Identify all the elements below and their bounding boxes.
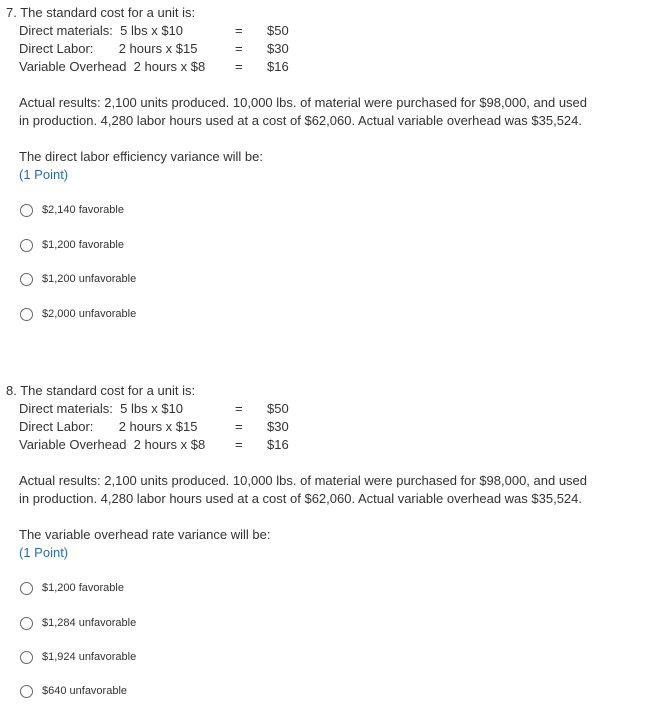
option-label: $1,284 unfavorable <box>42 617 137 629</box>
answer-option[interactable] <box>20 236 124 254</box>
question-prompt: The direct labor efficiency variance will be: <box>19 149 263 164</box>
equals-sign: = <box>235 437 243 452</box>
radio-button[interactable] <box>20 582 33 595</box>
option-label: $1,200 favorable <box>42 582 124 594</box>
cost-amount: $30 <box>267 41 289 56</box>
radio-button[interactable] <box>20 617 33 630</box>
cost-label: Variable Overhead 2 hours x $8 <box>19 437 206 452</box>
equals-sign: = <box>235 401 243 416</box>
points-label: (1 Point) <box>19 545 69 560</box>
cost-row-labor <box>19 418 619 435</box>
cost-row-materials <box>19 400 619 417</box>
answer-option[interactable] <box>20 579 124 597</box>
option-label: $1,924 unfavorable <box>42 651 137 663</box>
cost-label: Direct materials: 5 lbs x $10 <box>19 23 184 38</box>
question-prompt: The variable overhead rate variance will be: <box>19 527 271 542</box>
cost-row-overhead <box>19 436 619 453</box>
option-label: $2,140 favorable <box>42 204 124 216</box>
cost-amount: $50 <box>267 401 289 416</box>
answer-option[interactable] <box>20 682 127 700</box>
answer-option[interactable] <box>20 305 136 323</box>
cost-amount: $16 <box>267 59 289 74</box>
cost-label: Direct materials: 5 lbs x $10 <box>19 401 184 416</box>
cost-amount: $16 <box>267 437 289 452</box>
answer-option[interactable] <box>20 614 136 632</box>
equals-sign: = <box>235 41 243 56</box>
radio-button[interactable] <box>20 239 33 252</box>
points-label: (1 Point) <box>19 167 69 182</box>
answer-option[interactable] <box>20 270 136 288</box>
radio-button[interactable] <box>20 308 33 321</box>
actual-results-line: Actual results: 2,100 units produced. 10,000 lbs. of material were purchased for $98,000, and used <box>19 473 588 488</box>
cost-amount: $30 <box>267 419 289 434</box>
cost-label: Direct Labor: 2 hours x $15 <box>19 41 198 56</box>
radio-button[interactable] <box>20 204 33 217</box>
answer-option[interactable] <box>20 648 136 666</box>
actual-results-line: in production. 4,280 labor hours used at a cost of $62,060. Actual variable overhead was $35,524. <box>19 113 582 128</box>
option-label: $2,000 unfavorable <box>42 308 137 320</box>
radio-button[interactable] <box>20 651 33 664</box>
cost-label: Variable Overhead 2 hours x $8 <box>19 59 206 74</box>
option-label: $1,200 unfavorable <box>42 273 137 285</box>
cost-row-labor <box>19 40 619 57</box>
cost-amount: $50 <box>267 23 289 38</box>
radio-button[interactable] <box>20 273 33 286</box>
actual-results <box>19 94 641 130</box>
equals-sign: = <box>235 59 243 74</box>
equals-sign: = <box>235 23 243 38</box>
cost-label: Direct Labor: 2 hours x $15 <box>19 419 198 434</box>
actual-results-line: Actual results: 2,100 units produced. 10,000 lbs. of material were purchased for $98,000, and used <box>19 95 588 110</box>
actual-results <box>19 472 641 508</box>
cost-row-overhead <box>19 58 619 75</box>
option-label: $640 unfavorable <box>42 685 128 697</box>
question-title: 8. The standard cost for a unit is: <box>6 383 196 398</box>
option-label: $1,200 favorable <box>42 239 124 251</box>
cost-row-materials <box>19 22 619 39</box>
answer-option[interactable] <box>20 201 124 219</box>
equals-sign: = <box>235 419 243 434</box>
question-title: 7. The standard cost for a unit is: <box>6 5 196 20</box>
actual-results-line: in production. 4,280 labor hours used at a cost of $62,060. Actual variable overhead was $35,524. <box>19 491 582 506</box>
radio-button[interactable] <box>20 685 33 698</box>
